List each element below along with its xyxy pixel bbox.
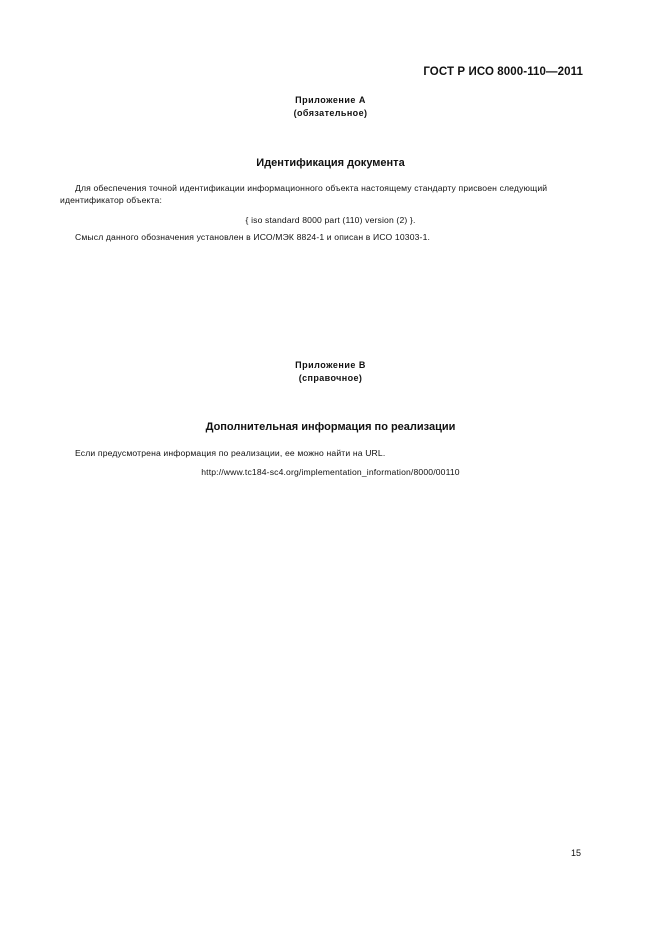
annex-a-paragraph-2: Смысл данного обозначения установлен в ИСО/МЭК 8824-1 и описан в ИСО 10303-1.: [75, 232, 431, 242]
annex-b-paragraph-1: Если предусмотрена информация по реализации, ее можно найти на URL.: [75, 448, 386, 458]
annex-a-identifier: { iso standard 8000 part (110) version (2) }.: [245, 215, 416, 225]
annex-b-heading: Дополнительная информация по реализации: [205, 421, 456, 433]
annex-b-title: Приложение В: [295, 360, 366, 370]
annex-b-url[interactable]: http://www.tc184-sc4.org/implementation_information/8000/00110: [201, 467, 460, 477]
annex-a-paragraph-1: Для обеспечения точной идентификации информационного объекта настоящему стандарту присвоен следующий идентификатор объекта:: [60, 183, 548, 205]
annex-a-heading: Идентификация документа: [256, 157, 405, 169]
annex-a-title: Приложение А: [295, 95, 366, 105]
annex-b-type: (справочное): [298, 373, 363, 383]
standard-code: ГОСТ Р ИСО 8000-110—2011: [423, 66, 583, 78]
annex-a-type: (обязательное): [293, 108, 368, 118]
page-number: 15: [570, 848, 581, 858]
